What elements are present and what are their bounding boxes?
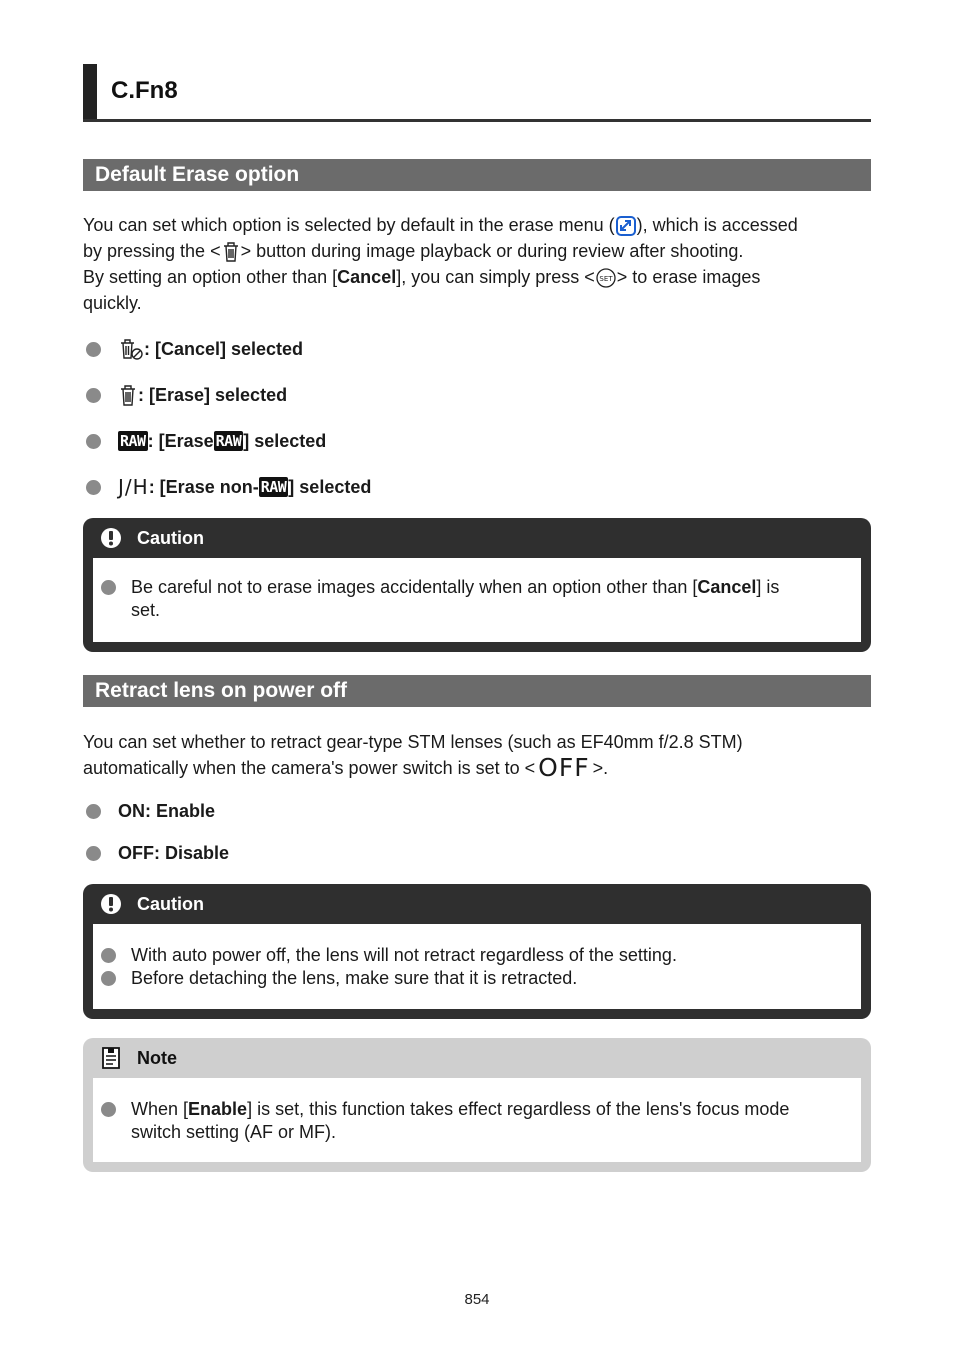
- bullet-dot: [86, 480, 101, 495]
- raw-badge: RAW: [215, 432, 242, 450]
- caution-box-retract: [83, 884, 871, 1019]
- svg-text:SET: SET: [599, 275, 613, 284]
- note-header: [83, 1038, 871, 1078]
- option-cancel: : [Cancel] selected: [86, 336, 303, 362]
- playback-menu-icon: [615, 215, 637, 237]
- intro-line-4: quickly.: [83, 293, 142, 313]
- bullet-dot: [86, 434, 101, 449]
- bullet-dot: [101, 580, 116, 595]
- off-glyph: OFF: [538, 753, 590, 782]
- trash-icon: [118, 383, 138, 407]
- option-erase-raw: RAW : [Erase RAW ] selected: [86, 428, 326, 454]
- page-title: C.Fn8: [111, 77, 178, 104]
- caution-icon: [99, 526, 123, 550]
- caution-item: With auto power off, the lens will not retract regardless of the setting.: [101, 944, 851, 967]
- bullet-dot: [101, 1102, 116, 1117]
- caution-header: [83, 884, 871, 924]
- title-stripe: [83, 64, 97, 119]
- intro-line-1: You can set which option is selected by default in the erase menu ( ), which is accessed: [83, 212, 873, 238]
- cancel-trash-icon: [118, 337, 144, 361]
- caution-body: [93, 558, 861, 642]
- note-box: [83, 1038, 871, 1172]
- caution-icon: [99, 892, 123, 916]
- trash-icon: [221, 241, 241, 263]
- intro-line-1: You can set whether to retract gear-type STM lenses (such as EF40mm f/2.8 STM): [83, 732, 743, 752]
- note-item: When [Enable] is set, this function takes effect regardless of the lens's focus mode switch setting (AF or MF).: [101, 1098, 851, 1144]
- intro-line-3: By setting an option other than [Cancel], you can simply press < SET > to erase images: [83, 264, 873, 290]
- bullet-dot: [101, 948, 116, 963]
- bullet-dot: [86, 342, 101, 357]
- bullet-dot: [86, 388, 101, 403]
- raw-badge: RAW: [260, 478, 287, 496]
- raw-badge: RAW: [120, 432, 146, 450]
- caution-box-erase: [83, 518, 871, 652]
- page-number: 854: [464, 1291, 490, 1308]
- caution-label: Caution: [137, 893, 204, 914]
- option-on-enable: ON: Enable: [86, 798, 215, 824]
- default-erase-intro: [83, 212, 873, 316]
- option-off-disable: OFF: Disable: [86, 840, 229, 866]
- intro-line-2: automatically when the camera's power switch is set to < OFF >.: [83, 753, 609, 782]
- section-heading-default-erase: Default Erase option: [83, 159, 871, 191]
- bullet-dot: [101, 971, 116, 986]
- page-title-bar: [83, 64, 871, 122]
- caution-label: Caution: [137, 527, 204, 548]
- note-body: [93, 1078, 861, 1162]
- jpeg-heif-glyph: J/H: [118, 475, 149, 499]
- section-heading-retract-lens: Retract lens on power off: [83, 675, 871, 707]
- retract-lens-intro: [83, 729, 873, 781]
- option-erase-non-raw: J/H : [Erase non- RAW ] selected: [86, 474, 371, 500]
- bullet-dot: [86, 846, 101, 861]
- note-icon: [99, 1046, 123, 1070]
- note-label: Note: [137, 1047, 177, 1068]
- caution-item: Be careful not to erase images accidentally when an option other than [Cancel] is set.: [101, 576, 851, 622]
- bullet-dot: [86, 804, 101, 819]
- caution-body: [93, 924, 861, 1009]
- intro-line-2: by pressing the < > button during image playback or during review after shooting.: [83, 238, 873, 264]
- set-button-icon: [595, 267, 617, 289]
- caution-header: [83, 518, 871, 558]
- caution-item: Before detaching the lens, make sure that it is retracted.: [101, 967, 851, 990]
- option-erase: : [Erase] selected: [86, 382, 287, 408]
